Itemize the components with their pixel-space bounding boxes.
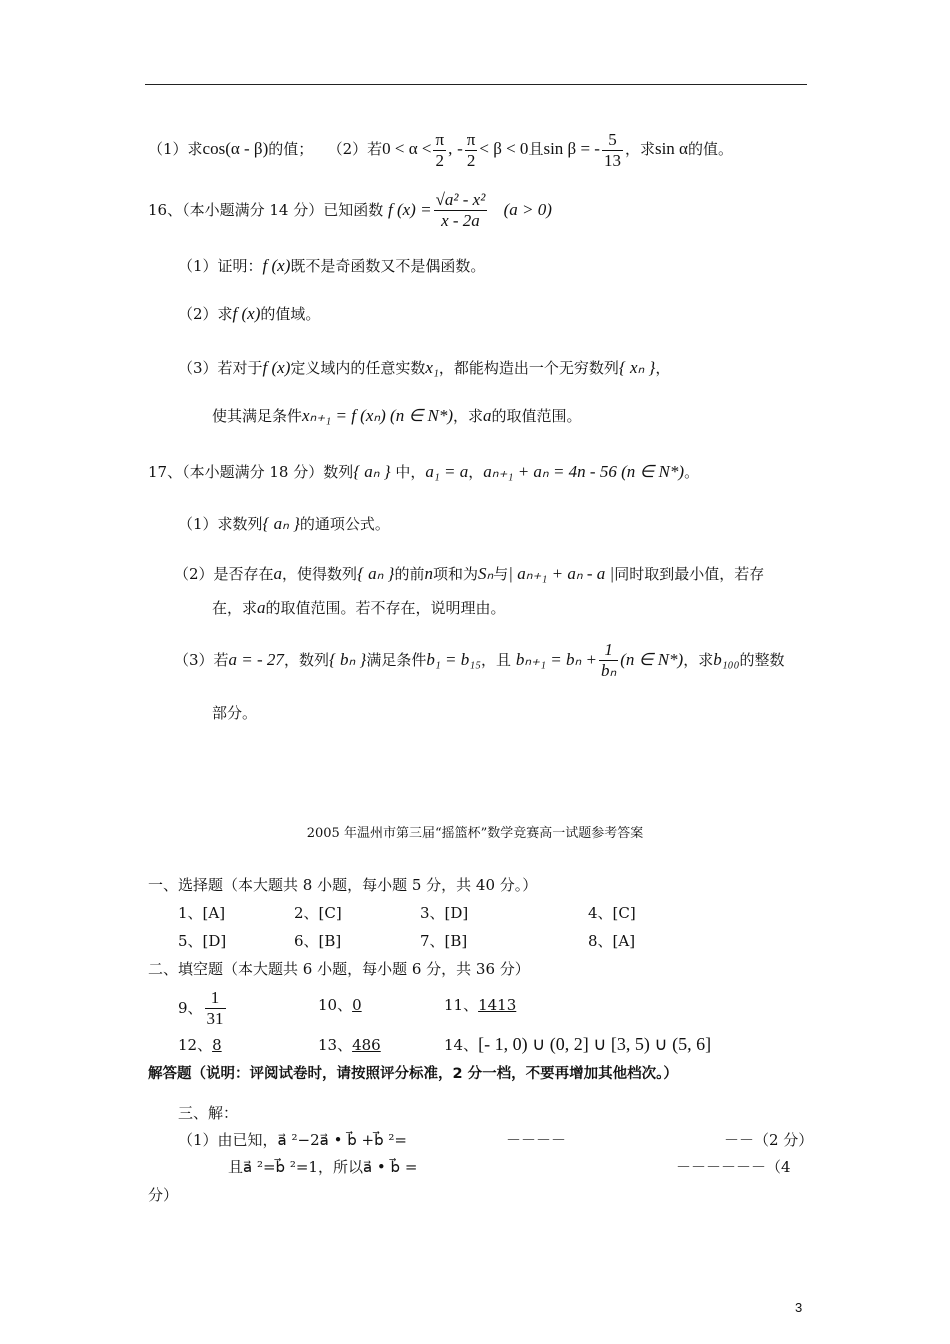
text: ，求 [683,651,714,670]
math-expr: cos(α - β) [202,139,269,159]
numerator: π [435,130,445,149]
math-expr: (a > 0) [503,199,552,219]
math-expr: { aₙ } [357,564,395,583]
choice-answer-4 [588,904,636,922]
pi-over-2 [433,130,446,170]
q16-part3 [178,358,670,378]
text: 1、[A] [178,904,226,922]
text: －－－－ [506,1131,567,1149]
answer-value [352,996,414,1014]
text: 在，求 [212,599,258,617]
math-expr: xₙ₊₁ = f (xₙ) (n ∈ N*) [302,406,454,425]
choice-answer-6 [294,932,341,950]
choice-answer-7 [420,932,467,950]
text: ，且 [481,651,512,670]
q17-part3 [174,640,785,680]
math-expr: f (x) = [388,199,432,219]
q17-heading [148,462,699,482]
text: 7、[B] [420,932,468,950]
math-expr: n [424,564,433,583]
q16-part2 [178,304,320,324]
math-expr: a [273,564,283,583]
fill-answer-11 [444,996,516,1014]
text: 中， [395,463,426,481]
comma: , [448,139,453,159]
text: ，都能构造出一个无穷数列 [438,359,619,377]
math-expr: | aₙ₊₁ + aₙ - a | [508,564,615,583]
math-expr: f (x) [232,304,261,323]
math-expr: aₙ₊₁ + aₙ = 4n - 56 (n ∈ N*) [483,462,685,481]
text: （1）求数列 [178,515,263,533]
text: 的前 [394,565,425,583]
choice-answer-8 [588,932,635,950]
text: 的整数 [739,651,785,670]
text: 4、[C] [588,904,636,922]
text: －－－－－－（4 [676,1158,791,1176]
math-expr: b₁ = b₁₅ [426,649,482,669]
text: 且 [528,140,544,159]
denominator: x - 2a [441,210,480,230]
text: 且a⃗ ²=b⃗ ²=1，所以a⃗ • b⃗ = [228,1158,418,1176]
sol-line-2-score [676,1158,791,1176]
value: 486 [352,1036,381,1054]
math-expr: a = - 27 [228,649,284,669]
sec3-head [148,1066,678,1083]
math-expr: { aₙ } [353,462,391,481]
numerator: 1 [599,640,618,661]
sol-line-1 [178,1131,407,1149]
answer-value [352,1036,402,1054]
text: ，求 [453,407,484,425]
text: 三、解： [178,1104,239,1122]
choice-answer-3 [420,904,468,922]
header-rule [145,84,807,85]
q17-part2 [174,564,764,584]
math-expr: sin β = - [543,139,600,159]
denominator: 2 [466,150,476,170]
q16-heading [148,190,552,230]
text: 的值； [268,140,314,159]
math-expr: (n ∈ N*) [620,649,684,669]
minus: - [457,139,463,159]
text: 。 [684,463,700,481]
text: 13、 [318,1036,353,1054]
denominator: 31 [206,1008,224,1028]
page-number: 3 [795,1300,803,1315]
math-expr: a [483,406,492,425]
sec2-head [148,960,530,978]
sol-line-2 [228,1158,417,1176]
text: （1）由已知，a⃗ ²−2a⃗ • b⃗ +b⃗ ²= [178,1131,407,1149]
text: 12、 [178,1036,213,1054]
text: 17、（本小题满分 18 分）数列 [148,463,354,481]
text: （3）若对于 [178,359,263,377]
text: 6、[B] [294,932,342,950]
math-expr: f (x) [262,256,291,275]
title: 2005 年温州市第三届“摇篮杯”数学竞赛高一试题参考答案 [306,826,644,841]
fill-answer-10 [318,996,414,1014]
text: 的取值范围。若不存在，说明理由。 [265,599,506,617]
math-expr: f (x) [262,358,291,377]
sec3-san [178,1104,238,1122]
text: 项和为 [432,565,478,583]
text: 的值域。 [260,305,321,323]
text: （2）求 [178,305,233,323]
text: 16、（本小题满分 14 分）已知函数 [148,201,384,220]
text: 分） [148,1186,179,1204]
text: 的值。 [687,140,733,159]
text: ，数列 [283,651,329,670]
text: 的取值范围。 [491,407,582,425]
text: 同时取到最小值，若存 [614,565,765,583]
sol-line-1-score [724,1131,813,1149]
denominator: bₙ [600,660,617,680]
math-expr: b₁₀₀ [713,649,740,669]
function-fraction [434,190,488,230]
sol-line-1-dash [506,1131,566,1149]
text: 部分。 [212,704,258,722]
numerator: 1 [205,988,226,1009]
text: 11、 [444,996,479,1014]
math-expr: { bₙ } [328,649,367,669]
five-over-thirteen [602,130,623,170]
text: ，求 [624,140,655,159]
sec1-head [148,876,537,894]
text: 既不是奇函数又不是偶函数。 [290,257,486,275]
text: 的通项公式。 [299,515,390,533]
text: 与 [493,565,509,583]
math-expr: bₙ₊₁ = bₙ + [515,649,597,669]
text: 2、[C] [294,904,342,922]
math-expr: Sₙ [477,564,494,583]
text: 3、[D] [420,904,469,922]
numerator: π [466,130,476,149]
value: 8 [212,1036,222,1054]
text: （2）若 [327,140,383,159]
q17-part1 [178,514,390,534]
math-expr: x₁ [425,358,439,377]
q16-part1 [178,256,485,276]
q17-part3-cont [212,704,257,722]
math-expr: a [257,598,266,617]
one-over-bn [599,640,618,680]
fraction [205,988,226,1028]
choice-answer-1 [178,904,225,922]
math-expr: sin α [654,139,688,159]
q17-part2-cont [212,598,506,618]
answer-title [0,826,950,842]
math-expr: < β < 0 [479,139,529,159]
text: 使其满足条件 [212,407,303,425]
answer-value [212,1036,244,1054]
text: 10、 [318,996,353,1014]
text: ， [468,463,484,481]
pi-over-2 [465,130,478,170]
text: 5、[D] [178,932,227,950]
q16-part3-cont [212,406,582,426]
math-expr: { xₙ } [618,358,656,377]
choice-answer-2 [294,904,342,922]
text: ，使得数列 [282,565,358,583]
text: －－（2 分） [724,1131,814,1149]
fill-answer-12 [178,1036,244,1054]
value: 0 [352,996,362,1014]
text: 8、[A] [588,932,636,950]
text: （3）若 [174,651,229,670]
text: 二、填空题（本大题共 6 小题，每小题 6 分，共 36 分） [148,960,530,978]
fill-answer-13 [318,1036,402,1054]
text: 解答题（说明：评阅试卷时，请按照评分标准，2 分一档，不要再增加其他档次。） [148,1066,678,1082]
denominator: 13 [603,150,621,170]
numerator: √a² - x² [435,190,486,209]
fill-answer-14 [444,1034,711,1056]
text: （2）是否存在 [174,565,274,583]
text: （1）求 [148,140,203,159]
numerator: 5 [602,130,623,151]
text: 9、 [178,999,203,1018]
choice-answer-5 [178,932,226,950]
text: ， [655,359,671,377]
denominator: 2 [435,150,445,170]
answer-value: [- 1, 0) ∪ (0, 2] ∪ [3, 5) ∪ (5, 6] [478,1034,712,1054]
fill-answer-9 [178,988,228,1028]
answer-value: 1413 [478,996,517,1014]
math-expr: 0 < α < [382,139,432,159]
math-expr: { aₙ } [262,514,300,533]
text: 满足条件 [366,651,427,670]
text: 一、选择题（本大题共 8 小题，每小题 5 分，共 40 分。） [148,876,538,894]
text: 14、 [444,1036,479,1054]
math-expr: a₁ = a [425,462,469,481]
q15-line [148,130,733,170]
text: 定义域内的任意实数 [290,359,426,377]
text: （1）证明： [178,257,263,275]
sol-line-3 [148,1186,178,1204]
